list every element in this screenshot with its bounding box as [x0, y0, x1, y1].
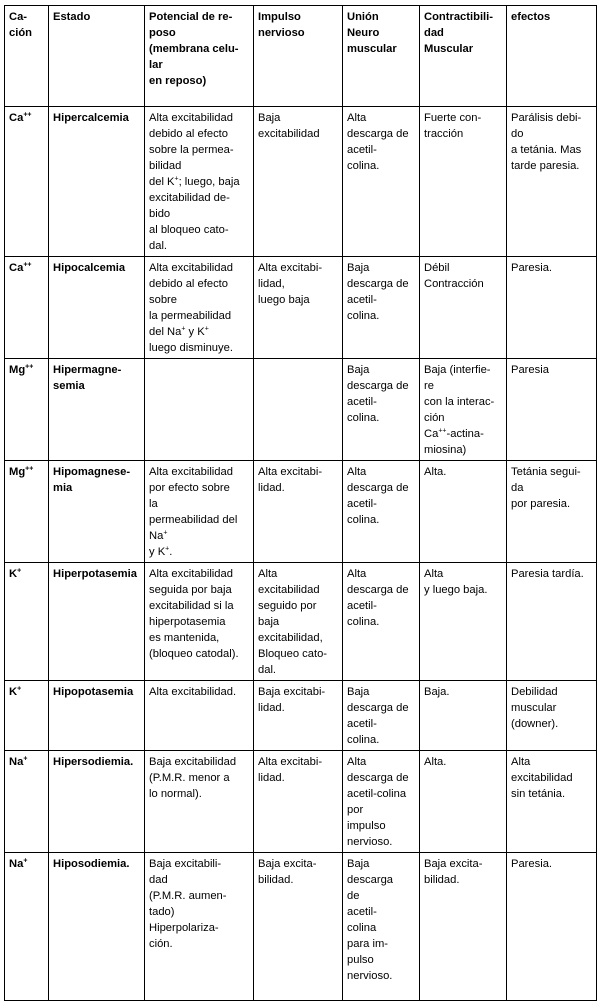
table-row [5, 107, 597, 257]
table-row [5, 681, 597, 751]
impulso-cell [254, 359, 343, 461]
table-row [5, 853, 597, 1001]
impulso-cell: Baja excitabi- lidad. [254, 681, 343, 751]
efectos-cell: Tetánia segui- da por paresia. [507, 461, 597, 563]
impulso-cell: Baja excita- bilidad. [254, 853, 343, 1001]
cation-cell: K+ [5, 563, 49, 681]
union-cell: Baja descarga de acetil- colina. [343, 257, 420, 359]
estado-cell: Hipersodiemia. [49, 751, 145, 853]
estado-cell: Hiperpotasemia [49, 563, 145, 681]
cation-cell: Ca++ [5, 257, 49, 359]
table-row [5, 257, 597, 359]
efectos-cell: Paresia [507, 359, 597, 461]
contract-cell: Baja. [420, 681, 507, 751]
union-cell: Alta descarga de acetil- colina. [343, 563, 420, 681]
impulso-cell: Alta excitabi- lidad, luego baja [254, 257, 343, 359]
union-cell: Baja descarga de acetil- colina. [343, 681, 420, 751]
table-body [5, 107, 597, 1001]
potencial-cell: Alta excitabilidad. [145, 681, 254, 751]
impulso-cell: Baja excitabilidad [254, 107, 343, 257]
contract-cell: Baja excita- bilidad. [420, 853, 507, 1001]
contract-cell: Alta. [420, 751, 507, 853]
union-cell: Alta descarga de acetil- colina. [343, 107, 420, 257]
union-cell: Baja descarga de acetil- colina. [343, 359, 420, 461]
potencial-cell: Baja excitabili- dad (P.M.R. aumen- tado) Hiperpolariza- ción. [145, 853, 254, 1001]
contract-cell: Baja (interfie- re con la interac- ción Ca++-actina- miosina) [420, 359, 507, 461]
header-efectos: efectos [507, 6, 597, 107]
cation-cell: Ca++ [5, 107, 49, 257]
cation-cell: K+ [5, 681, 49, 751]
cation-cell: Na+ [5, 853, 49, 1001]
header-estado: Estado [49, 6, 145, 107]
union-cell: Alta descarga de acetil- colina. [343, 461, 420, 563]
impulso-cell: Alta excitabi- lidad. [254, 751, 343, 853]
table-row [5, 563, 597, 681]
estado-cell: Hipomagnese- mia [49, 461, 145, 563]
efectos-cell: Alta excitabilidad sin tetánia. [507, 751, 597, 853]
impulso-cell: Alta excitabi- lidad. [254, 461, 343, 563]
potencial-cell: Baja excitabilidad (P.M.R. menor a lo normal). [145, 751, 254, 853]
cation-cell: Mg++ [5, 461, 49, 563]
efectos-cell: Paresia. [507, 257, 597, 359]
estado-cell: Hipercalcemia [49, 107, 145, 257]
estado-cell: Hipocalcemia [49, 257, 145, 359]
potencial-cell: Alta excitabilidad seguida por baja excitabilidad si la hiperpotasemia es mantenida, (bloqueo catodal). [145, 563, 254, 681]
union-cell: Baja descarga de acetil- colina para im- pulso nervioso. [343, 853, 420, 1001]
header-potencial: Potencial de re- poso (membrana celu- lar en reposo) [145, 6, 254, 107]
contract-cell: Fuerte con- tracción [420, 107, 507, 257]
electrolyte-effects-table [4, 5, 597, 1001]
potencial-cell [145, 359, 254, 461]
efectos-cell: Paresia. [507, 853, 597, 1001]
potencial-cell: Alta excitabilidad por efecto sobre la permeabilidad del Na+ y K+. [145, 461, 254, 563]
header-impulso: Impulso nervioso [254, 6, 343, 107]
contract-cell: Alta. [420, 461, 507, 563]
table-row [5, 751, 597, 853]
header-row [5, 6, 597, 107]
table-row [5, 359, 597, 461]
union-cell: Alta descarga de acetil-colina por impulso nervioso. [343, 751, 420, 853]
estado-cell: Hipermagne- semia [49, 359, 145, 461]
header-contract: Contractibili- dad Muscular [420, 6, 507, 107]
table-row [5, 461, 597, 563]
estado-cell: Hiposodiemia. [49, 853, 145, 1001]
cation-cell: Mg++ [5, 359, 49, 461]
efectos-cell: Parálisis debi- do a tetánia. Mas tarde paresia. [507, 107, 597, 257]
header-cation: Ca- ción [5, 6, 49, 107]
header-union: Unión Neuro muscular [343, 6, 420, 107]
contract-cell: Alta y luego baja. [420, 563, 507, 681]
potencial-cell: Alta excitabilidad debido al efecto sobre la permeabilidad del Na+ y K+ luego disminuye. [145, 257, 254, 359]
efectos-cell: Paresia tardía. [507, 563, 597, 681]
impulso-cell: Alta excitabilidad seguido por baja excitabilidad, Bloqueo cato- dal. [254, 563, 343, 681]
contract-cell: Débil Contracción [420, 257, 507, 359]
cation-cell: Na+ [5, 751, 49, 853]
potencial-cell: Alta excitabilidad debido al efecto sobre la permea- bilidad del K+; luego, baja excitabilidad de- bido al bloqueo cato- dal. [145, 107, 254, 257]
estado-cell: Hipopotasemia [49, 681, 145, 751]
efectos-cell: Debilidad muscular (downer). [507, 681, 597, 751]
